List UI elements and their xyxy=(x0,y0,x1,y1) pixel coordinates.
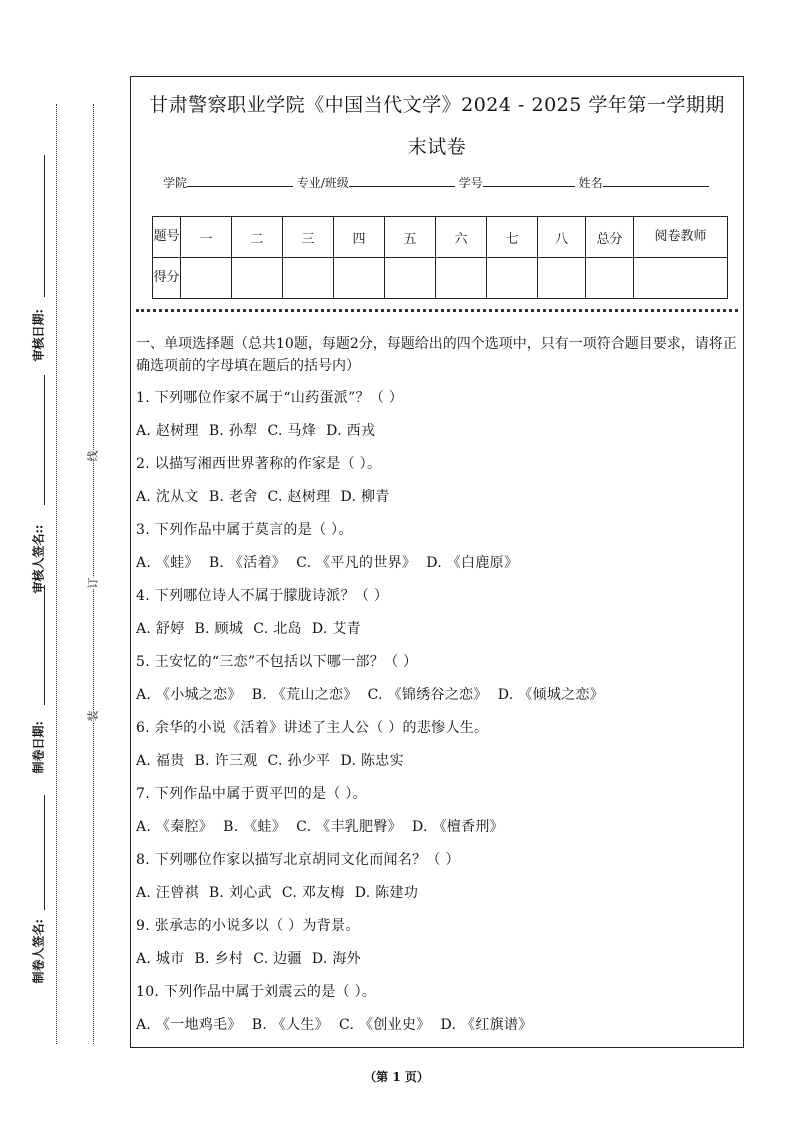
option: A. 舒婷 xyxy=(136,621,185,637)
option: C. 邓友梅 xyxy=(281,885,345,901)
option: D. 陈建功 xyxy=(354,885,419,901)
option: C. 《锦绣谷之恋》 xyxy=(367,687,488,703)
question-4-options xyxy=(136,618,361,638)
score-cell[interactable] xyxy=(634,258,728,299)
score-header-cell: 七 xyxy=(487,217,538,258)
option: A. 赵树理 xyxy=(136,423,199,439)
question-10-options xyxy=(136,1014,533,1034)
option: C. 《平凡的世界》 xyxy=(296,555,417,571)
score-header-cell: 五 xyxy=(385,217,436,258)
option: D. 《白鹿原》 xyxy=(426,555,519,571)
student-id-field[interactable] xyxy=(483,174,575,187)
option: B. 许三观 xyxy=(194,753,258,769)
question-10: 10. 下列作品中属于刘震云的是（ ）。 xyxy=(136,984,377,1000)
option: D. 西戎 xyxy=(326,423,376,439)
question-6: 6. 余华的小说《活着》讲述了主人公（ ）的悲惨人生。 xyxy=(136,720,489,736)
score-table xyxy=(152,216,728,299)
option: A. 城市 xyxy=(136,951,185,967)
option: A. 《一地鸡毛》 xyxy=(136,1017,242,1033)
question-3-options xyxy=(136,552,518,572)
student-info-row xyxy=(163,174,709,191)
option: A. 沈从文 xyxy=(136,489,199,505)
question-8-options xyxy=(136,882,418,902)
section1-instructions: 一、单项选择题（总共10题，每题2分，每题给出的四个选项中，只有一项符合题目要求，请将正确选项前的字母填在题后的括号内） xyxy=(136,336,737,374)
score-header-cell: 四 xyxy=(334,217,385,258)
option: A. 福贵 xyxy=(136,753,185,769)
option: C. 孙少平 xyxy=(267,753,331,769)
option: D. 柳青 xyxy=(340,489,390,505)
score-cell[interactable] xyxy=(385,258,436,299)
major-class-field[interactable] xyxy=(349,174,455,187)
score-cell[interactable] xyxy=(181,258,232,299)
question-3: 3. 下列作品中属于莫言的是（ ）。 xyxy=(136,522,353,538)
option: A. 《小城之恋》 xyxy=(136,687,242,703)
question-2-options xyxy=(136,486,390,506)
score-cell[interactable] xyxy=(538,258,586,299)
option: C. 马烽 xyxy=(267,423,317,439)
score-cell[interactable] xyxy=(334,258,385,299)
question-1: 1. 下列哪位作家不属于“山药蛋派”？（ ） xyxy=(136,390,404,406)
question-4: 4. 下列哪位诗人不属于朦胧诗派？（ ） xyxy=(136,588,389,604)
question-7: 7. 下列作品中属于贾平凹的是（ ）。 xyxy=(136,786,367,802)
option: B. 老舍 xyxy=(208,489,258,505)
name-label: 姓名 xyxy=(578,176,603,190)
question-9: 9. 张承志的小说多以（ ）为背景。 xyxy=(136,918,360,934)
score-cell[interactable] xyxy=(487,258,538,299)
option: B. 乡村 xyxy=(194,951,244,967)
question-8: 8. 下列哪位作家以描写北京胡同文化而闻名？（ ） xyxy=(136,852,460,868)
review-date-underline xyxy=(44,155,45,297)
option: B. 《人生》 xyxy=(251,1017,330,1033)
score-header-cell: 三 xyxy=(283,217,334,258)
exam-title-line2: 末试卷 xyxy=(407,136,467,158)
option: C. 边疆 xyxy=(253,951,302,967)
option: D. 《红旗谱》 xyxy=(440,1017,533,1033)
question-5: 5. 王安忆的“三恋”不包括以下哪一部？（ ） xyxy=(136,654,418,670)
maker-sign-label: 制卷人签名: xyxy=(31,919,46,984)
review-date-label: 审核日期: xyxy=(31,309,46,362)
major-class-label: 专业/班级 xyxy=(296,176,349,190)
option: A. 汪曾祺 xyxy=(136,885,199,901)
college-label: 学院 xyxy=(163,176,188,190)
score-cell[interactable] xyxy=(436,258,487,299)
option: D. 《檀香刑》 xyxy=(411,819,504,835)
option: D. 《倾城之恋》 xyxy=(497,687,605,703)
option: C. 赵树理 xyxy=(267,489,331,505)
making-date-underline xyxy=(44,585,45,705)
question-6-options xyxy=(136,750,404,770)
reviewer-sign-label: 审核人签名:: xyxy=(31,524,46,594)
option: A. 《蛙》 xyxy=(136,555,199,571)
option: C. 《丰乳肥臀》 xyxy=(296,819,402,835)
reviewer-sign-underline xyxy=(44,375,45,505)
score-row-label: 得分 xyxy=(153,258,181,299)
name-field[interactable] xyxy=(603,174,709,187)
score-cell[interactable] xyxy=(586,258,634,299)
making-date-label: 制卷日期: xyxy=(31,721,46,774)
option: C. 北岛 xyxy=(253,621,302,637)
separator-line xyxy=(136,309,738,312)
score-header-cell: 八 xyxy=(538,217,586,258)
student-id-label: 学号 xyxy=(458,176,483,190)
score-header-cell: 阅卷教师 xyxy=(634,217,728,258)
score-header-cell: 二 xyxy=(232,217,283,258)
question-2: 2. 以描写湘西世界著称的作家是（ ）。 xyxy=(136,456,382,472)
question-1-options xyxy=(136,420,375,440)
option: D. 陈忠实 xyxy=(340,753,404,769)
option: B. 刘心武 xyxy=(208,885,272,901)
score-table-score-row xyxy=(153,258,728,299)
page-number: （第 1 页） xyxy=(364,1070,429,1084)
option: B. 《蛙》 xyxy=(223,819,287,835)
binding-mark-staple: 订 xyxy=(86,577,100,589)
score-cell[interactable] xyxy=(232,258,283,299)
question-7-options xyxy=(136,816,504,836)
binding-dotted-line-left xyxy=(56,104,57,1044)
maker-sign-underline xyxy=(44,795,45,910)
option: A. 《秦腔》 xyxy=(136,819,214,835)
option: B. 孙犁 xyxy=(208,423,258,439)
score-header-cell: 六 xyxy=(436,217,487,258)
option: D. 海外 xyxy=(311,951,361,967)
college-field[interactable] xyxy=(187,174,293,187)
question-5-options xyxy=(136,684,604,704)
option: B. 顾城 xyxy=(194,621,244,637)
question-9-options xyxy=(136,948,361,968)
binding-dotted-line-right xyxy=(93,104,94,1044)
option: B. 《荒山之恋》 xyxy=(251,687,358,703)
option: C. 《创业史》 xyxy=(339,1017,431,1033)
option: B. 《活着》 xyxy=(208,555,287,571)
score-header-cell: 题号 xyxy=(153,217,181,258)
score-cell[interactable] xyxy=(283,258,334,299)
score-table-header-row xyxy=(153,217,728,258)
binding-mark-line: 线 xyxy=(86,450,100,462)
score-header-cell: 一 xyxy=(181,217,232,258)
exam-title-line1: 甘肃警察职业学院《中国当代文学》2024 - 2025 学年第一学期期 xyxy=(149,94,725,116)
option: D. 艾青 xyxy=(311,621,361,637)
score-header-cell: 总分 xyxy=(586,217,634,258)
binding-mark-bind: 装 xyxy=(86,710,100,722)
